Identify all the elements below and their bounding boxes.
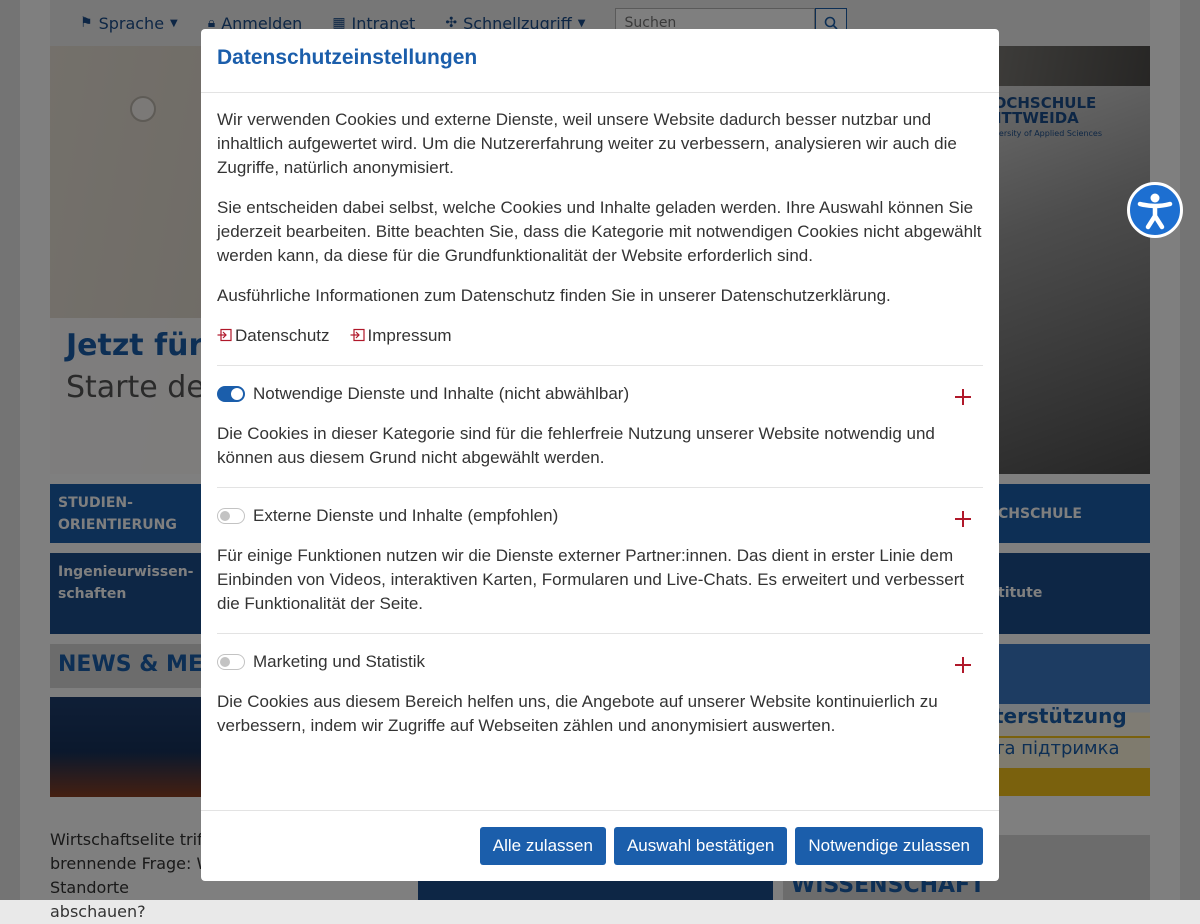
plus-icon [954,510,972,528]
dialog-header [201,29,999,93]
intro-paragraph-2: Sie entscheiden dabei selbst, welche Cookies und Inhalte geladen werden. Ihre Auswahl können Sie jederzeit bearbeiten. Bitte beachten Sie, dass die Kategorie mit notwendigen Cookies nicht abgewählt werden kann, da diese für die Grundfunktionalität der Website erforderlich sind. [217,198,982,265]
intro-paragraph-3: Ausführliche Informationen zum Datenschutz finden Sie in unserer Datenschutzerklärung. [217,286,891,305]
external-link-icon [217,328,233,344]
external-toggle[interactable] [217,508,245,524]
allow-necessary-button[interactable]: Notwendige zulassen [795,827,983,865]
plus-icon [954,388,972,406]
external-link-icon [350,328,366,344]
dialog-body[interactable] [217,93,983,810]
expand-necessary-button[interactable] [951,385,975,409]
category-description: Für einige Funktionen nutzen wir die Dienste externer Partner:innen. Das dient in erster Linie dem Einbinden von Videos, interaktiven Karten, Formularen und Live-Chats. Es erweitert und verbessert die Funktionalität der Seite. [217,546,965,613]
expand-external-button[interactable] [951,507,975,531]
category-row [217,382,983,406]
cookie-category-necessary [217,365,983,470]
marketing-toggle[interactable] [217,654,245,670]
confirm-selection-button[interactable]: Auswahl bestätigen [614,827,787,865]
necessary-toggle[interactable] [217,386,245,402]
accessibility-button[interactable] [1127,182,1183,238]
privacy-settings-dialog [201,29,999,881]
dialog-title: Datenschutzeinstellungen [217,46,478,69]
privacy-link-label: Datenschutz [235,326,330,345]
accessibility-icon [1135,190,1175,230]
category-label: Notwendige Dienste und Inhalte (nicht abwählbar) [253,384,630,403]
category-label: Externe Dienste und Inhalte (empfohlen) [253,506,559,525]
category-row [217,504,983,528]
cookie-category-marketing [217,633,983,738]
dialog-footer [201,810,999,881]
category-description: Die Cookies aus diesem Bereich helfen uns, die Angebote auf unserer Website kontinuierlich zu verbessern, indem wir Zugriffe auf Webseiten zählen und anonymisiert auswerten. [217,692,938,735]
category-row [217,650,983,674]
plus-icon [954,656,972,674]
category-label: Marketing und Statistik [253,652,425,671]
expand-marketing-button[interactable] [951,653,975,677]
legal-links [217,324,983,348]
imprint-link[interactable] [350,324,452,348]
allow-all-button[interactable]: Alle zulassen [480,827,606,865]
privacy-link[interactable] [217,324,330,348]
category-description: Die Cookies in dieser Kategorie sind für die fehlerfreie Nutzung unserer Website notwendig und können aus diesem Grund nicht abgewählt werden. [217,424,935,467]
intro-paragraph-1: Wir verwenden Cookies und externe Dienste, weil unsere Website dadurch besser nutzbar und inhaltlich aufgewertet wird. Um die Nutzererfahrung weiter zu verbessern, analysieren wir auch die Zugriffe, natürlich anonymisiert. [217,110,957,177]
imprint-link-label: Impressum [367,326,452,345]
cookie-category-external [217,487,983,616]
news-teaser[interactable]: abschauen? [50,902,146,921]
